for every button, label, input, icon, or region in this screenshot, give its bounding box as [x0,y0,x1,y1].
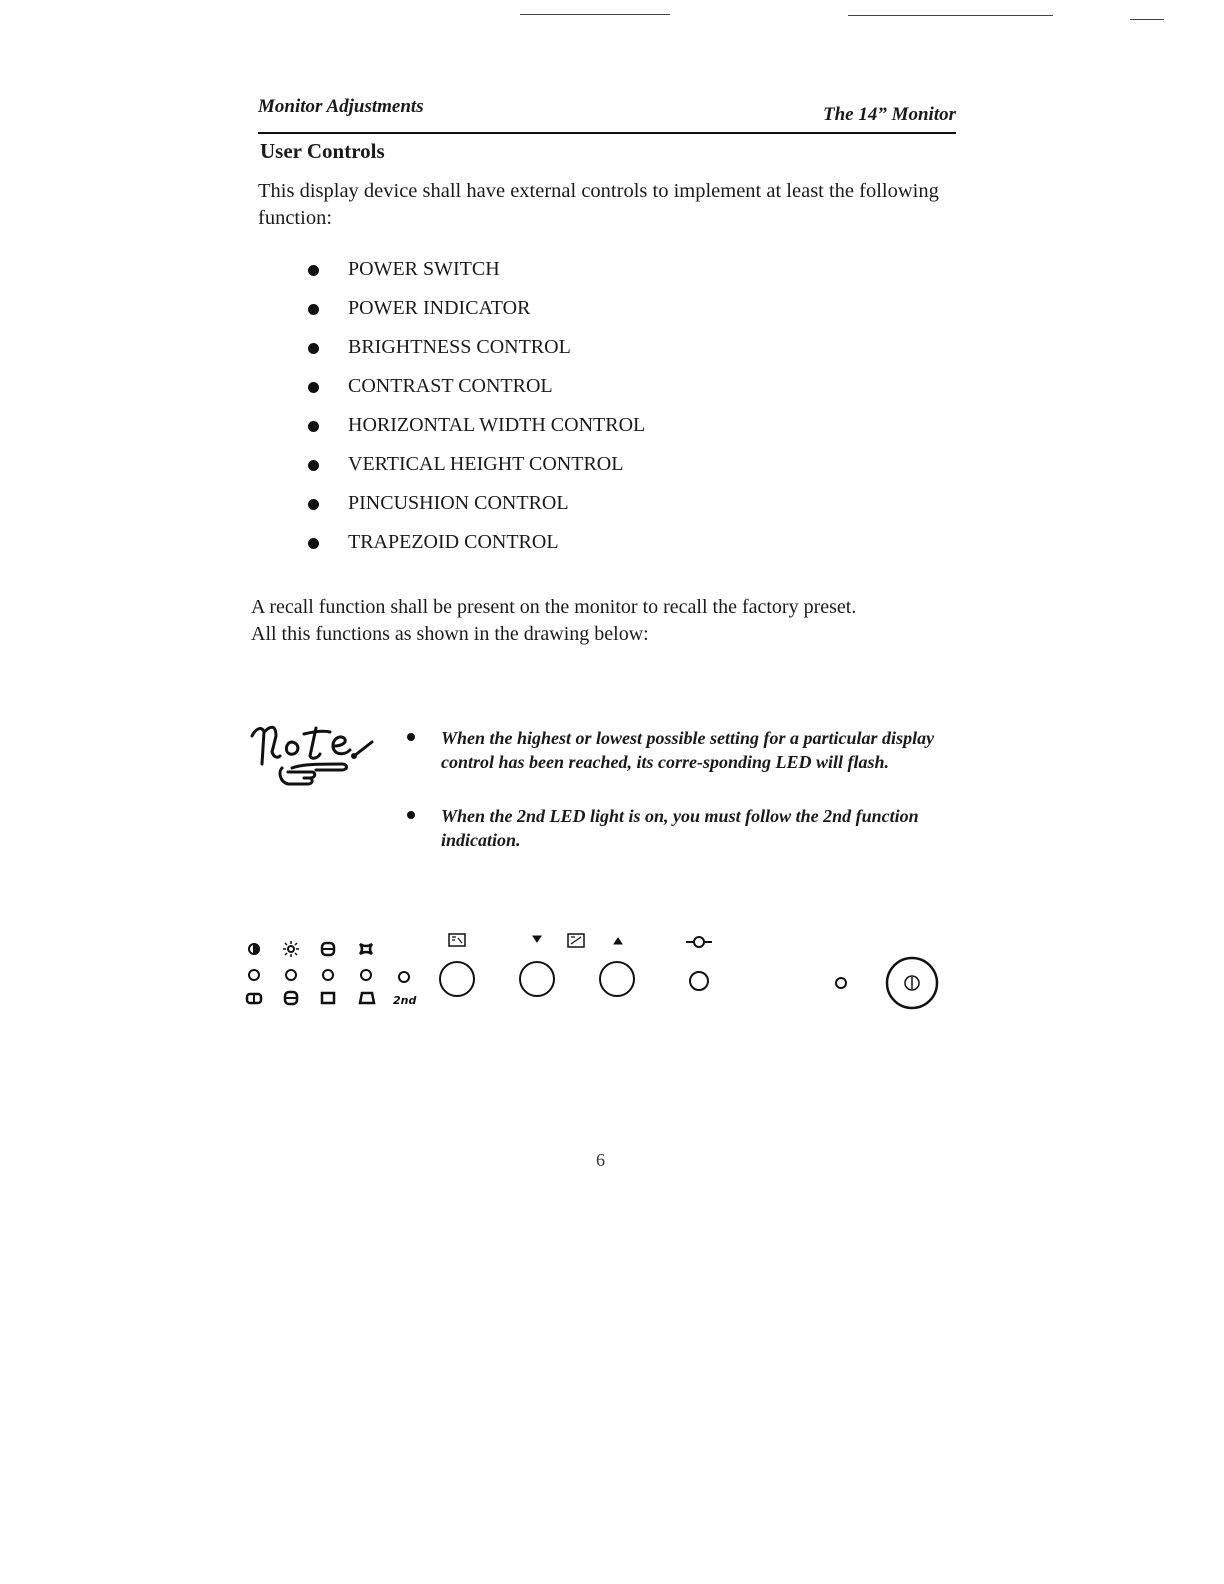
section-title: User Controls [260,139,385,163]
list-item: VERTICAL HEIGHT CONTROL [300,453,645,492]
note-item: When the 2nd LED light is on, you must follow the 2nd function indication. [404,804,964,852]
drawing-reference-text: All this functions as shown in the drawing below: [251,623,649,645]
contrast-icon [249,944,259,954]
led-indicator [286,970,296,980]
control-list [300,258,645,570]
second-function-led [399,972,409,982]
trapezoid-icon [360,993,374,1003]
scan-artifact [1130,19,1164,20]
page-header [258,96,956,134]
square-icon [322,993,334,1003]
horizontal-width-icon [322,943,334,955]
scan-artifact [520,14,670,15]
intro-paragraph: This display device shall have external controls to implement at least the following function: [258,180,939,229]
list-item: POWER SWITCH [300,258,645,297]
led-indicator [323,970,333,980]
list-item: CONTRAST CONTROL [300,375,645,414]
led-indicator [361,970,371,980]
pincushion-icon [360,944,372,954]
header-section-title: Monitor Adjustments [258,96,424,117]
header-document-title: The 14” Monitor [822,104,956,125]
note-block [404,726,964,882]
down-button[interactable] [520,962,554,996]
list-item: POWER INDICATOR [300,297,645,336]
list-item: PINCUSHION CONTROL [300,492,645,531]
power-indicator-led [836,978,846,988]
vertical-height-icon [285,992,297,1004]
list-item: HORIZONTAL WIDTH CONTROL [300,414,645,453]
recall-button[interactable] [690,972,708,990]
width-icon [247,994,261,1003]
page-number: 6 [596,1150,605,1170]
list-item: TRAPEZOID CONTROL [300,531,645,570]
note-item: When the highest or lowest possible setting for a particular display control has been reached, its corre-sponding LED will flash. [404,726,964,774]
recall-icon [686,937,712,947]
down-arrow-icon [533,936,541,942]
brightness-icon [283,941,299,957]
recall-text: A recall function shall be present on the monitor to recall the factory preset. [251,596,857,618]
note-logo [246,712,416,802]
function-button[interactable] [440,962,474,996]
function-icon [449,934,465,946]
scan-artifact [848,15,1053,16]
up-arrow-icon [614,938,622,944]
power-icon [905,976,919,990]
list-item: BRIGHTNESS CONTROL [300,336,645,375]
position-icon [568,934,584,947]
second-function-label: 2nd [393,994,417,1007]
led-indicator [249,970,259,980]
recall-paragraph [251,594,951,648]
control-panel-drawing [238,924,958,1024]
up-button[interactable] [600,962,634,996]
